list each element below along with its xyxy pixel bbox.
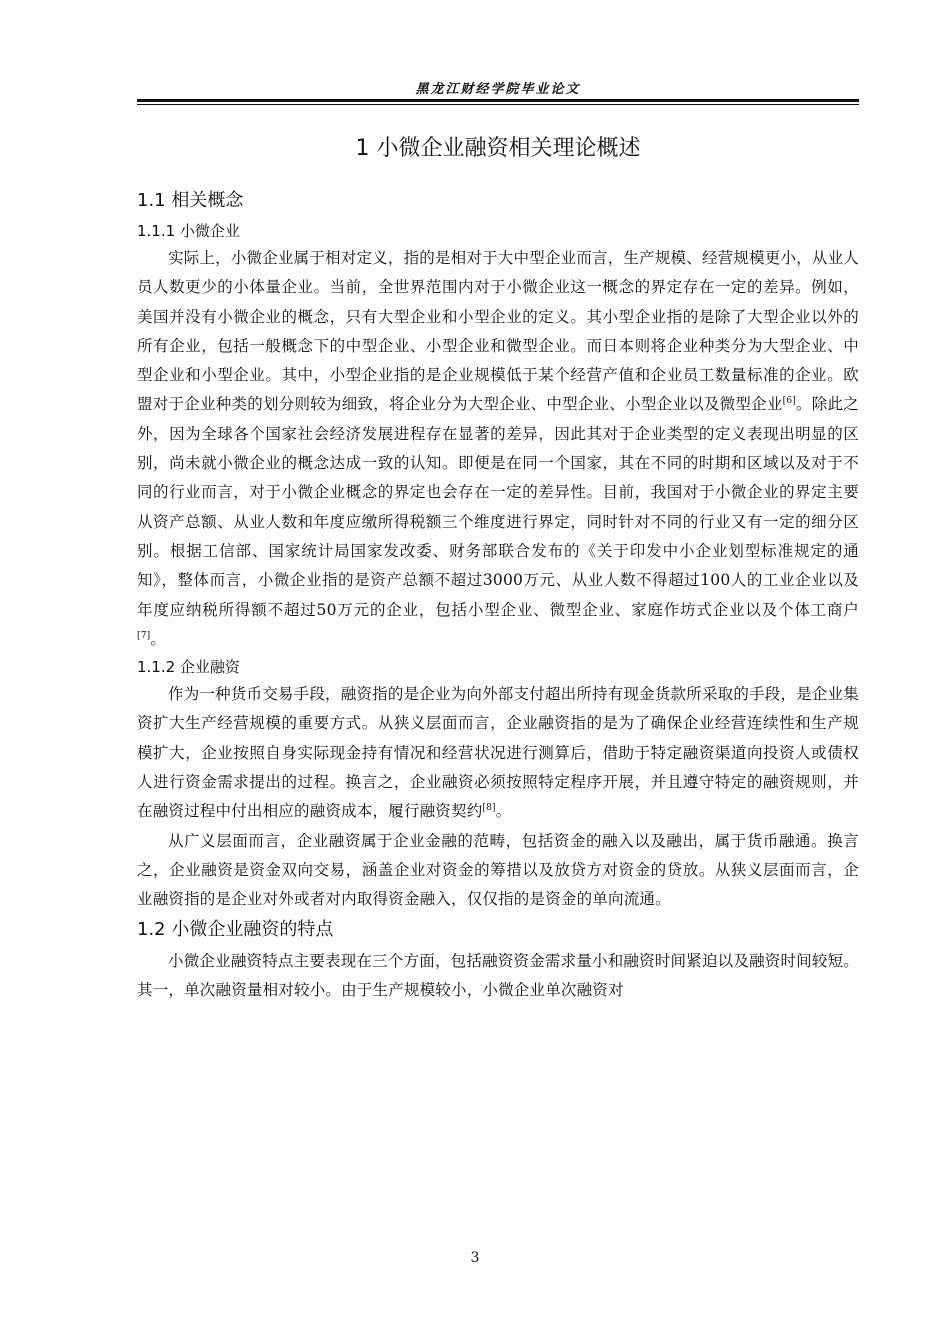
section-heading-1-1: 1.1 相关概念 — [137, 190, 244, 211]
paragraph-text: 实际上，小微企业属于相对定义，指的是相对于大中型企业而言，生产规模、经营规模更小，从业人员人数更少的小体量企业。当前，全世界范围内对于小微企业这一概念的界定存在一定的差异。例如，美国并没有小微企业的概念，只有大型企业和小型企业的定义。其小型企业指的是除了大型企业以外的所有企业，包括一般概念下的中型企业、小型企业和微型企业。而日本则将企业种类分为大型企业、中型企业和小型企业。其中，小型企业指的是企业规模低于某个经营产值和企业员工数量标准的企业。欧盟对于企业种类的划分则较为细致，将企业分为大型企业、中型企业、小型企业以及微型企业 — [137, 249, 859, 414]
paragraph-financing-characteristics: 小微企业融资特点主要表现在三个方面，包括融资资金需求量小和融资时间紧迫以及融资时间较短。其一，单次融资量相对较小。由于生产规模较小，小微企业单次融资对 — [137, 951, 859, 999]
header-rule-thin — [137, 104, 859, 105]
paragraph-enterprise-financing-broad: 从广义层面而言，企业融资属于企业金融的范畴，包括资金的融入以及融出，属于货币融通。换言之，企业融资是资金双向交易，涵盖企业对资金的筹措以及放贷方对资金的贷放。从狭义层面而言，企业融资指的是企业对外或者对内取得资金融入，仅仅指的是资金的单向流通。 — [137, 831, 859, 909]
paragraph-enterprise-financing-narrow — [137, 680, 859, 826]
page-number: 3 — [470, 1250, 480, 1266]
paragraph-text: 作为一种货币交易手段，融资指的是企业为向外部支付超出所持有现金货款所采取的手段，是企业集资扩大生产经营规模的重要方式。从狭义层面而言，企业融资指的是为了确保企业经营连续性和生产规模扩大，企业按照自身实际现金持有情况和经营状况进行测算后，借助于特定融资渠道向投资人或债权人进行资金需求提出的过程。换言之，企业融资必须按照特定程序开展，并且遵守特定的融资规则，并在融资过程中付出相应的融资成本，履行融资契约 — [137, 685, 859, 821]
subsection-heading-1-1-1: 1.1.1 小微企业 — [137, 222, 240, 240]
paragraph-text-end: 。 — [495, 802, 512, 821]
paragraph-text-cont: 。除此之外，因为全球各个国家社会经济发展进程存在显著的差异，因此其对于企业类型的定义表现出明显的区别，尚未就小微企业的概念达成一致的认知。即便是在同一个国家，其在不同的时期和区域以及对于不同的行业而言，对于小微企业概念的界定也会存在一定的差异性。目前，我国对于小微企业的界定主要从资产总额、从业人数和年度应缴所得税额三个维度进行界定，同时针对不同的行业又有一定的细分区别。根据工信部、国家统计局国家发改委、财务部联合发布的《关于印发中小企业划型标准规定的通知》，整体而言，小微企业指的是资产总额不超过3000万元、从业人数不得超过100人的工业企业以及年度应纳税所得额不超过50万元的企业，包括小型企业、微型企业、家庭作坊式企业以及个体工商户 — [137, 395, 859, 619]
subsection-heading-1-1-2: 1.1.2 企业融资 — [137, 658, 240, 677]
section-heading-1-2: 1.2 小微企业融资的特点 — [137, 918, 334, 940]
citation-7[interactable]: [7] — [137, 630, 151, 641]
page-header: 黑龙江财经学院毕业论文 — [415, 82, 581, 97]
paragraph-text-end: 。 — [150, 629, 167, 648]
citation-8[interactable]: [8] — [482, 803, 496, 814]
paragraph-small-micro-enterprise — [137, 244, 859, 654]
page-body — [137, 132, 859, 1005]
header-rule-thick — [137, 99, 859, 102]
citation-6[interactable]: [6] — [782, 396, 796, 407]
chapter-title: 1 小微企业融资相关理论概述 — [355, 136, 641, 161]
